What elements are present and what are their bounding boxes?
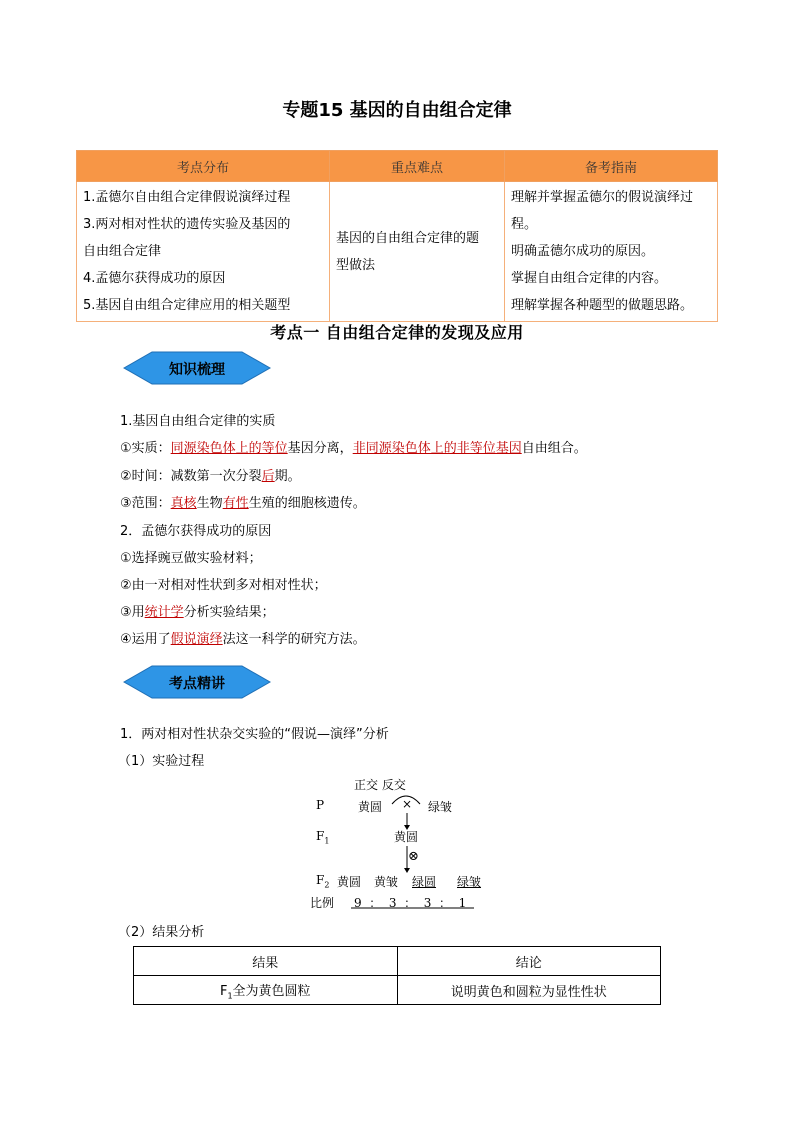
text: 期。 xyxy=(274,469,301,484)
text: 生殖的细胞核遗传。 xyxy=(248,496,366,511)
key-point-line: 基因的自由组合定律的题 xyxy=(336,230,480,246)
answer-blank: 非同源染色体上的非等位基因 xyxy=(352,441,522,456)
section-heading: 考点一 自由组合定律的发现及应用 xyxy=(270,323,524,342)
analysis-heading: （2）结果分析 xyxy=(118,925,205,940)
result-table xyxy=(133,946,661,1005)
guide-line: 掌握自由组合定律的内容。 xyxy=(511,271,668,286)
result-row xyxy=(134,976,661,1005)
f2-phenotype: 绿圆 xyxy=(412,875,437,889)
knowledge-badge-label: 知识梳理 xyxy=(169,362,225,378)
reason-line: ①选择豌豆做实验材料； xyxy=(120,551,262,566)
process-heading: （1）实验过程 xyxy=(118,754,205,769)
cross-symbol: × xyxy=(402,797,413,811)
key-points-cell xyxy=(330,182,505,322)
distribution-item: 1.孟德尔自由组合定律假说演绎过程 xyxy=(83,190,291,205)
essence-line xyxy=(120,437,587,456)
f1-value: 黄圆 xyxy=(394,830,419,844)
text: 生物 xyxy=(196,496,223,511)
f2-letter: F xyxy=(316,873,325,887)
f1-letter: F xyxy=(316,829,325,843)
text: ③用 xyxy=(120,605,145,620)
guide-cell xyxy=(505,182,718,322)
knowledge-heading-2: 2．孟德尔获得成功的原因 xyxy=(120,524,272,539)
page-title: 专题15 基因的自由组合定律 xyxy=(282,100,512,121)
detail-badge xyxy=(122,664,272,700)
answer-blank: 真核 xyxy=(170,496,197,511)
knowledge-badge xyxy=(122,350,272,386)
text: 自由组合。 xyxy=(521,441,587,456)
distribution-item: 5.基因自由组合定律应用的相关题型 xyxy=(83,298,291,313)
text: ④运用了 xyxy=(120,632,171,647)
f2-phenotype: 黄圆 xyxy=(337,875,362,889)
overview-table xyxy=(76,150,718,322)
result-cell xyxy=(134,976,398,1005)
ratio-values: 9 ： 3 ： 3 ： 1 xyxy=(354,896,467,910)
result-f-letter: F xyxy=(219,983,228,999)
f2-subscript: 2 xyxy=(324,880,330,890)
p-parent-left: 黄圆 xyxy=(358,800,383,814)
header-guide: 备考指南 xyxy=(505,151,718,182)
distribution-cell xyxy=(77,182,330,322)
p-generation-label: P xyxy=(316,798,325,812)
overview-header-row xyxy=(77,151,718,182)
distribution-item: 3.两对相对性状的遗传实验及基因的 xyxy=(83,217,291,232)
text: ②时间：减数第一次分裂 xyxy=(120,469,262,484)
text: 法这一科学的研究方法。 xyxy=(222,632,366,647)
answer-blank: 后 xyxy=(261,469,275,484)
conclusion-cell: 说明黄色和圆粒为显性性状 xyxy=(397,976,661,1005)
answer-blank: 假说演绎 xyxy=(170,632,223,647)
answer-blank: 统计学 xyxy=(144,605,184,620)
overview-body-row xyxy=(77,182,718,322)
reason-line xyxy=(120,628,366,647)
header-conclusion: 结论 xyxy=(397,947,661,976)
f2-phenotype: 绿皱 xyxy=(457,875,482,889)
selfing-symbol: ⊗ xyxy=(408,849,419,864)
result-subscript: 1 xyxy=(227,991,233,1001)
result-header-row xyxy=(134,947,661,976)
header-distribution: 考点分布 xyxy=(77,151,330,182)
guide-line: 程。 xyxy=(511,217,538,232)
key-point-line: 型做法 xyxy=(336,257,376,273)
knowledge-heading-1: 1.基因自由组合定律的实质 xyxy=(120,414,276,429)
f1-subscript: 1 xyxy=(324,836,330,846)
reason-line: ②由一对相对性状到多对相对性状； xyxy=(120,578,327,593)
distribution-item: 4.孟德尔获得成功的原因 xyxy=(83,271,226,286)
text: 分析实验结果； xyxy=(183,605,275,620)
header-result: 结果 xyxy=(134,947,398,976)
reason-line xyxy=(120,601,275,620)
answer-blank: 有性 xyxy=(222,496,249,511)
guide-line: 理解掌握各种题型的做题思路。 xyxy=(511,298,694,313)
detail-badge-label: 考点精讲 xyxy=(169,676,225,692)
ratio-label: 比例 xyxy=(310,896,335,910)
distribution-item: 自由组合定律 xyxy=(83,244,162,259)
guide-line: 明确孟德尔成功的原因。 xyxy=(511,244,655,259)
text: ③范围： xyxy=(120,496,171,511)
scope-line xyxy=(120,492,366,511)
text: ①实质： xyxy=(120,441,171,456)
header-key-points: 重点难点 xyxy=(330,151,505,182)
text: 基因分离， xyxy=(287,441,353,456)
detail-heading: 1．两对相对性状杂交实验的“假说—演绎”分析 xyxy=(120,727,389,742)
p-parent-right: 绿皱 xyxy=(428,800,453,814)
f2-generation-label xyxy=(316,873,329,889)
guide-line: 理解并掌握孟德尔的假说演绎过 xyxy=(511,190,694,205)
result-text: 全为黄色圆粒 xyxy=(232,983,311,999)
cross-direction-label: 正交 反交 xyxy=(354,778,406,792)
f2-phenotype: 黄皱 xyxy=(374,875,399,889)
f1-generation-label xyxy=(316,829,329,845)
answer-blank: 同源染色体上的等位 xyxy=(170,441,288,456)
timing-line xyxy=(120,465,301,484)
cross-diagram xyxy=(300,770,520,915)
